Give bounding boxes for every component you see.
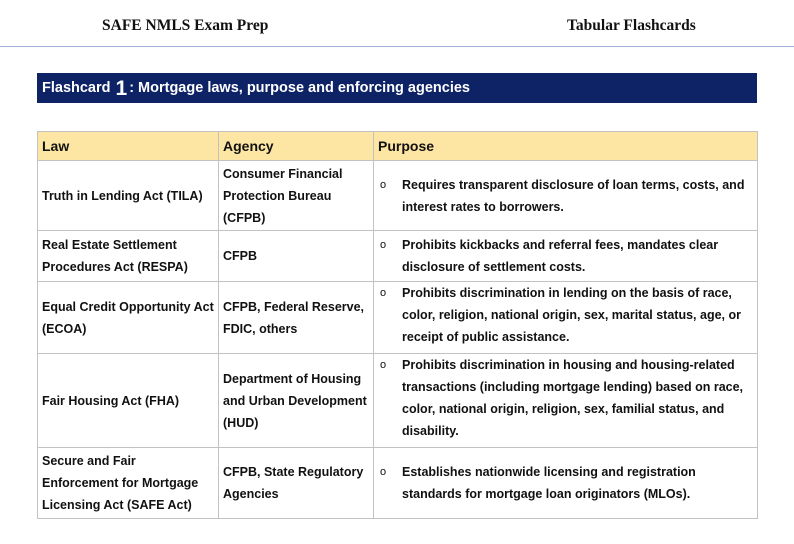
purpose-text: Prohibits kickbacks and referral fees, mandates clear disclosure of settlement costs.: [402, 238, 719, 274]
flashcard-table: [37, 131, 758, 519]
table-row: [38, 448, 758, 519]
document-subtitle: Tabular Flashcards: [567, 17, 696, 34]
agency-cell: Consumer Financial Protection Bureau (CFPB): [219, 161, 374, 231]
flashcard-number: 1: [115, 76, 128, 100]
flashcard-label: Flashcard: [42, 80, 111, 96]
agency-cell: CFPB: [219, 231, 374, 282]
purpose-text: Requires transparent disclosure of loan terms, costs, and interest rates to borrowers.: [402, 177, 745, 214]
agency-cell: CFPB, State Regulatory Agencies: [219, 448, 374, 519]
column-header-purpose: Purpose: [374, 132, 758, 161]
law-cell: Truth in Lending Act (TILA): [38, 161, 219, 231]
purpose-text: Prohibits discrimination in housing and housing-related transactions (including mortgage lending) based on race, color, national origin, religion, sex, familial status, and disability.: [402, 358, 744, 438]
purpose-cell: [374, 354, 758, 448]
purpose-cell: [374, 448, 758, 519]
agency-cell: Department of Housing and Urban Development (HUD): [219, 354, 374, 448]
purpose-cell: [374, 231, 758, 282]
table-row: [38, 354, 758, 448]
law-cell: Fair Housing Act (FHA): [38, 354, 219, 448]
purpose-text: Establishes nationwide licensing and registration standards for mortgage loan originators (MLOs).: [402, 465, 696, 501]
page-header: [0, 0, 794, 47]
table-row: [38, 161, 758, 231]
table-row: [38, 282, 758, 354]
table-row: [38, 231, 758, 282]
document-title: SAFE NMLS Exam Prep: [102, 17, 269, 34]
bullet-icon: o: [380, 359, 387, 371]
bullet-icon: o: [380, 287, 387, 299]
table-header-row: [38, 132, 758, 161]
bullet-icon: o: [380, 466, 387, 478]
purpose-cell: [374, 161, 758, 231]
purpose-text: Prohibits discrimination in lending on the basis of race, color, religion, national origin, sex, marital status, age, or receipt of public assistance.: [402, 286, 741, 344]
agency-cell: CFPB, Federal Reserve, FDIC, others: [219, 282, 374, 354]
column-header-agency: Agency: [219, 132, 374, 161]
purpose-cell: [374, 282, 758, 354]
bullet-icon: o: [380, 239, 387, 251]
law-cell: Real Estate Settlement Procedures Act (RESPA): [38, 231, 219, 282]
column-header-law: Law: [38, 132, 219, 161]
bullet-icon: o: [380, 178, 387, 191]
flashcard-title-bar: [37, 73, 757, 103]
law-cell: Equal Credit Opportunity Act (ECOA): [38, 282, 219, 354]
law-cell: Secure and Fair Enforcement for Mortgage Licensing Act (SAFE Act): [38, 448, 219, 519]
flashcard-title: : Mortgage laws, purpose and enforcing agencies: [129, 80, 471, 96]
